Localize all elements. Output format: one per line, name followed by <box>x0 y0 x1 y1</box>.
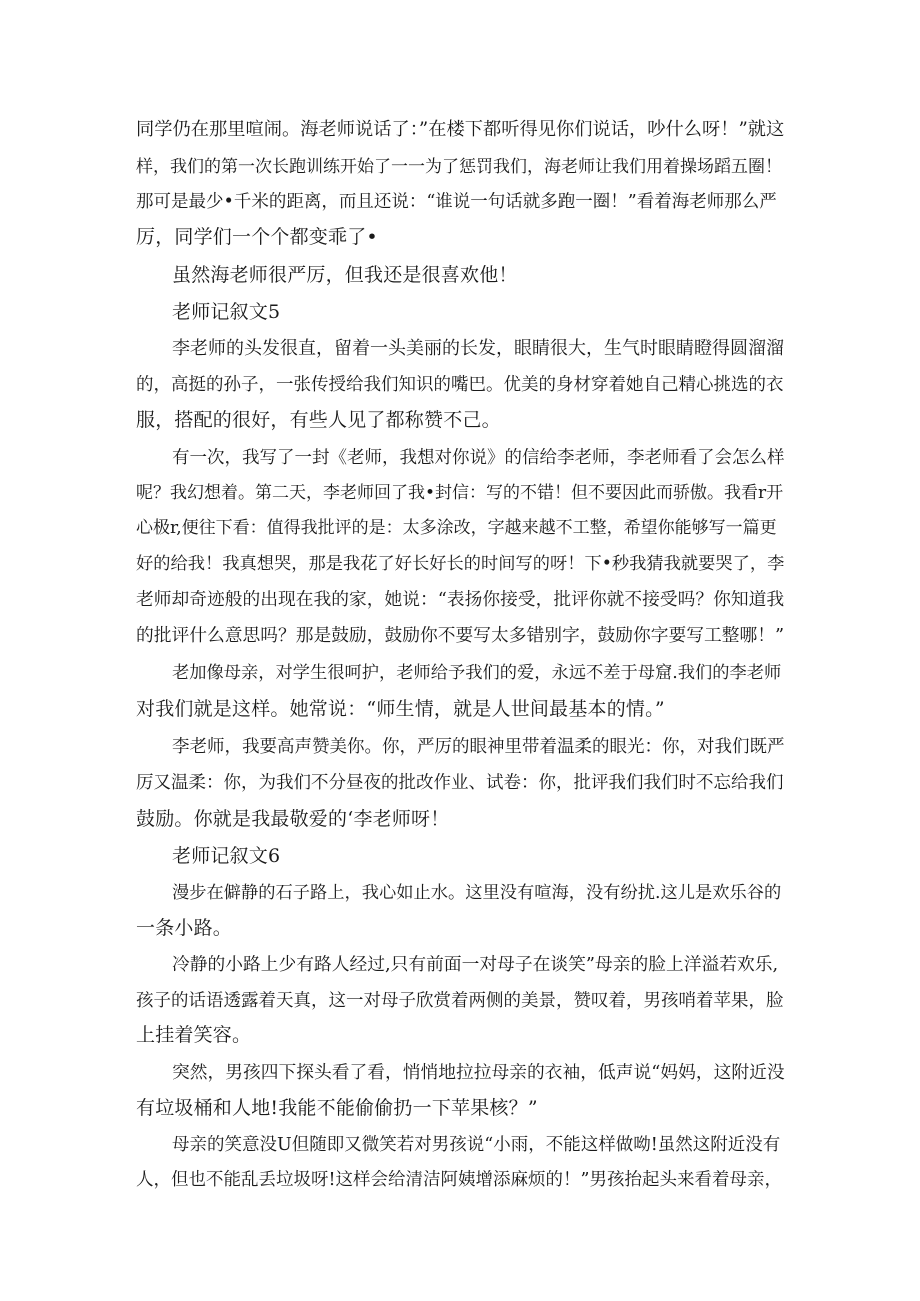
paragraph-line: 好的给我！我真想哭，那是我花了好长好长的时间写的呀！下•秒我猜我就要哭了，李 <box>136 554 785 574</box>
paragraph-line: 李老师的头发很直，留着一头美丽的长发，眼睛很大，生气时眼睛瞪得圆溜溜 <box>172 338 784 359</box>
paragraph-line: 心极r,便往下看：值得我批评的是：太多涂改，字越来越不工整，希望你能够写一篇更 <box>136 518 777 538</box>
paragraph-line: 冷静的小路上少有路人经过,只有前面一对母子在谈笑”母亲的脸上洋溢若欢乐, <box>172 955 779 975</box>
paragraph-line: 鼓励。你就是我最敬爱的‘李老师呀！ <box>136 808 450 830</box>
paragraph-line: 母亲的笑意没U但随即又微笑若对男孩说“小雨，不能这样做呦!虽然这附近没有 <box>172 1135 781 1155</box>
paragraph-line: 呢？我幻想着。第二天，李老师回了我•封信：写的不错！但不要因此而骄傲。我看r开 <box>136 483 784 503</box>
paragraph-line: 同学仍在那里喧闹。海老师说话了：”在楼下都听得见你们说话，吵什么呀！”就这 <box>136 119 785 140</box>
paragraph-line: 有一次，我写了一封《老师，我想对你说》的信给李老师，李老师看了会怎么样 <box>172 448 785 468</box>
paragraph-line: 李老师，我要高声赞美你。你，严厉的眼神里带着温柔的眼光：你，对我们既严 <box>172 737 785 757</box>
paragraph-line: 人，但也不能乱丢垃圾呀!这样会给清洁阿姨增添麻烦的！”男孩抬起头来看着母亲， <box>136 1170 782 1190</box>
paragraph-line: 服，搭配的很好，有些人见了都称赞不己。 <box>136 409 501 431</box>
paragraph-line: 突然，男孩四下探头看了看，悄悄地拉拉母亲的衣袖，低声说“妈妈，这附近没 <box>172 1063 785 1083</box>
paragraph-line: 厉又温柔：你，为我们不分昼夜的批改作业、试卷：你，批评我们我们时不忘给我们 <box>136 773 784 793</box>
paragraph-line: 那可是最少•千米的距离，而且还说：“谁说一句话就多跑一圈！”看着海老师那么严 <box>136 192 777 212</box>
paragraph-line: 虽然海老师很严厉，但我还是很喜欢他！ <box>172 264 518 286</box>
paragraph-line: 样，我们的第一次长跑训练开始了一一为了惩罚我们，海老师让我们用着操场蹈五圈！ <box>136 157 782 177</box>
paragraph-line: 孩子的话语透露着天真，这一对母子欣赏着两侧的美景，赞叹着，男孩哨着苹果，脸 <box>136 991 784 1011</box>
paragraph-line: 有垃圾桶和人地!我能不能偷偷扔一下苹果核？” <box>136 1097 538 1119</box>
paragraph-line: 老加像母亲，对学生很呵护，老师给予我们的爱，永远不差于母窟.我们的李老师 <box>172 663 782 683</box>
paragraph-line: 对我们就是这样。她常说：“师生情，就是人世间最基本的情。” <box>136 698 665 720</box>
paragraph-line: 厉，同学们一个个都变乖了• <box>136 226 378 248</box>
paragraph-line: 的，高挺的孙子，一张传授给我们知识的嘴巴。优美的身材穿着她自己精心挑选的衣 <box>136 375 784 395</box>
section-heading: 老师记叙文6 <box>172 845 281 867</box>
paragraph-line: 的批评什么意思吗？那是鼓励，鼓励你不要写太多错别字，鼓励你字要写工整哪！” <box>136 626 785 646</box>
paragraph-line: 漫步在僻静的石子路上，我心如止水。这里没有喧海，没有纷扰.这儿是欢乐谷的 <box>172 883 782 903</box>
section-heading: 老师记叙文5 <box>172 301 281 323</box>
paragraph-line: 一条小路。 <box>136 917 233 939</box>
paragraph-line: 上挂着笑容。 <box>136 1024 252 1046</box>
paragraph-line: 老师却奇迹般的出现在我的家，她说：“表扬你接受，批评你就不接受吗？你知道我 <box>136 590 785 610</box>
